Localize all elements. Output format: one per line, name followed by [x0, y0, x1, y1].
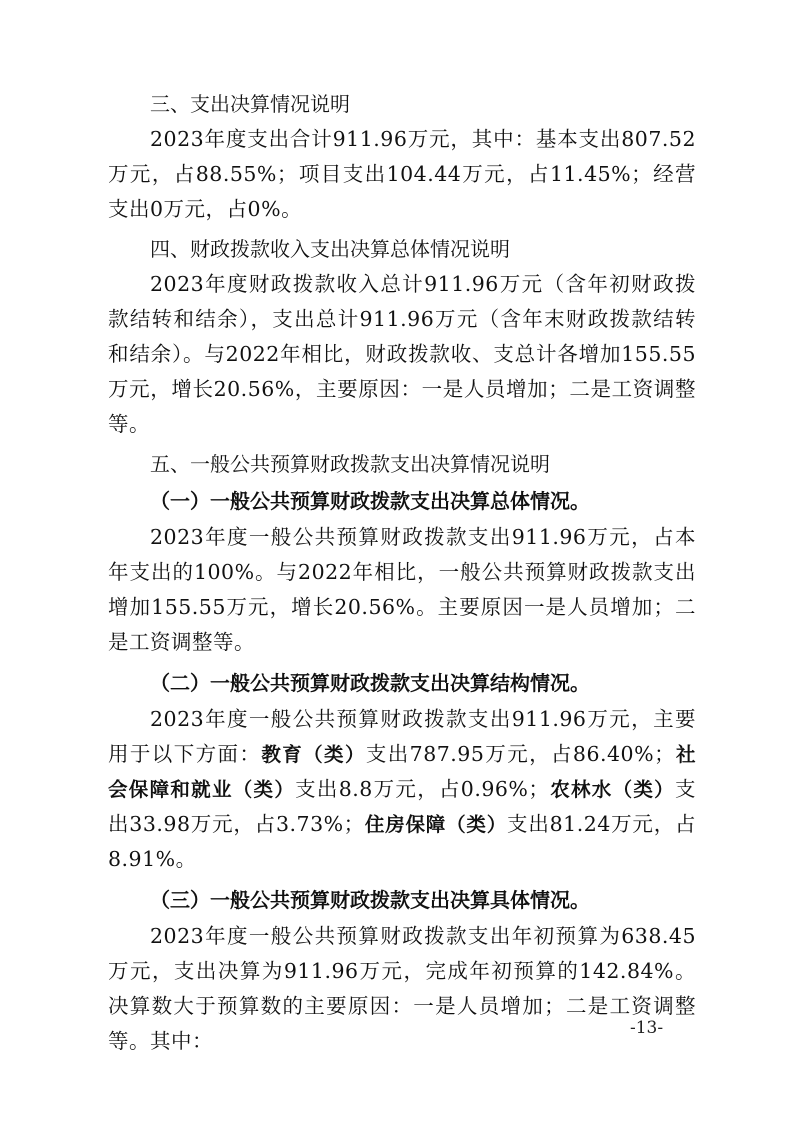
subheading-details: （三）一般公共预算财政拨款支出决算具体情况。	[150, 888, 590, 912]
structure-intro: 2023年度一般公共预算财政拨款支出911.96万元，主要用于以下方面：	[108, 707, 696, 766]
paragraph-details: 2023年度一般公共预算财政拨款支出年初预算为638.45万元，支出决算为911.96万元，完成年初预算的142.84%。决算数大于预算数的主要原因：一是人员增加；二是工资调整等。其中：	[108, 924, 696, 1053]
category-social-security-text: 支出8.8万元，占0.96%；	[295, 777, 550, 801]
category-housing-text: 支出81.24万元，占8.91%。	[108, 812, 696, 871]
paragraph-overall: 2023年度一般公共预算财政拨款支出911.96万元，占本年支出的100%。与2022年相比，一般公共预算财政拨款支出增加155.55万元，增长20.56%。主要原因一是人员增加；二是工资调整等。	[108, 525, 696, 654]
document-page	[108, 86, 696, 1063]
section-heading-general-budget: 五、一般公共预算财政拨款支出决算情况说明	[150, 452, 550, 476]
category-agriculture-text: 支出33.98万元，占3.73%；	[108, 777, 696, 836]
paragraph-fiscal-overall: 2023年度财政拨款收入总计911.96万元（含年初财政拨款结转和结余），支出总计911.96万元（含年末财政拨款结转和结余）。与2022年相比，财政拨款收、支总计各增加155.55万元，增长20.56%，主要原因：一是人员增加；二是工资调整等。	[108, 272, 696, 436]
subheading-overall: （一）一般公共预算财政拨款支出决算总体情况。	[150, 489, 590, 513]
section-heading-expenditure: 三、支出决算情况说明	[150, 92, 350, 116]
paragraph-expenditure: 2023年度支出合计911.96万元，其中：基本支出807.52万元，占88.55%；项目支出104.44万元，占11.45%；经营支出0万元，占0%。	[108, 127, 696, 221]
page-number: -13-	[630, 1018, 664, 1038]
paragraph-structure	[108, 702, 696, 877]
category-housing: 住房保障（类）	[364, 813, 508, 836]
section-heading-fiscal-overall: 四、财政拨款收入支出决算总体情况说明	[150, 237, 510, 261]
category-agriculture: 农林水（类）	[549, 778, 675, 801]
subheading-structure: （二）一般公共预算财政拨款支出决算结构情况。	[150, 671, 590, 695]
category-education: 教育（类）	[261, 743, 366, 766]
category-education-text: 支出787.95万元，占86.40%；	[365, 742, 676, 766]
category-social-security: 社会保障和就业（类）	[108, 743, 696, 801]
